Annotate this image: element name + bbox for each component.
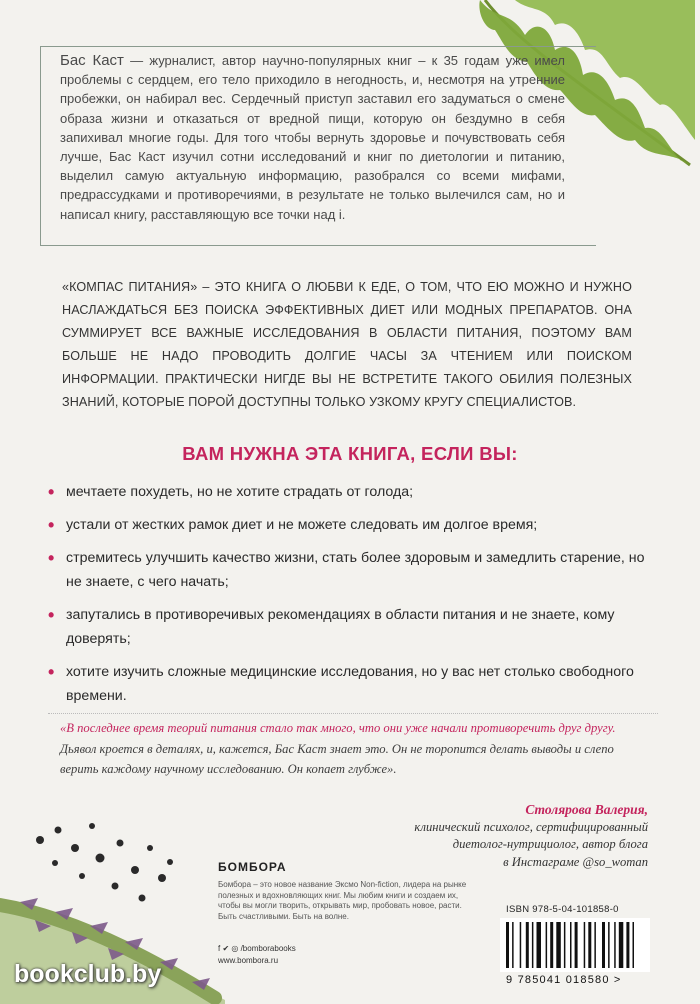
book-intro: «КОМПАС ПИТАНИЯ» – ЭТО КНИГА О ЛЮБВИ К ЕДЕ, О ТОМ, ЧТО ЕЮ МОЖНО И НУЖНО НАСЛАЖДАТЬСЯ БЕЗ ПОИСКА ЭФФЕКТИВНЫХ ДИЕТ ИЛИ МОДНЫХ ПРЕПАРАТОВ. ОНА СУММИРУЕТ ВСЕ ВАЖНЫЕ ИССЛЕДОВАНИЯ В ОБЛАСТИ ПИТАНИЯ, ПОЭТОМУ ВАМ БОЛЬШЕ НЕ НАДО ПРОВОДИТЬ ДОЛГИЕ ЧАСЫ ЗА ЧТЕНИЕМ ИЛИ ПОИСКОМ ИНФОРМАЦИИ. ПРАКТИЧЕСКИ НИГДЕ ВЫ НЕ ВСТРЕТИТЕ ТАКОГО ОБИЛИЯ ПОЛЕЗНЫХ ЗНАНИЙ, КОТОРЫЕ ПОРОЙ ДОСТУПНЫ ТОЛЬКО УЗКОМУ КРУГУ СПЕЦИАЛИСТОВ.	[62, 280, 632, 409]
list-item: • устали от жестких рамок диет и не можете следовать им долгое время;	[48, 515, 538, 535]
barcode-bar	[584, 922, 586, 968]
barcode-bar	[570, 922, 572, 968]
barcode-bar	[594, 922, 596, 968]
barcode-image	[500, 918, 650, 972]
barcode-bar	[602, 922, 605, 968]
bio-author-name: Бас Каст	[60, 52, 124, 69]
barcode-bar	[520, 922, 522, 968]
list-item: • хотите изучить сложные медицинские исследования, но у вас нет столько свободного времени.	[48, 662, 634, 704]
isbn-text: ISBN 978-5-04-101858-0	[506, 904, 619, 915]
publisher-social-links[interactable]: f ✔ ◎ /bomborabooks	[218, 944, 296, 953]
quote-rest: Дьявол кроется в деталях, и, кажется, Бас Каст знает это. Он не торопится делать выводы и слепо верить каждому научному исследованию. Он копает глубже».	[60, 741, 614, 776]
benefits-list	[48, 480, 648, 717]
barcode-bar	[619, 922, 624, 968]
publisher-logo: БОМБОРА	[218, 860, 287, 874]
barcode-bar	[633, 922, 635, 968]
review-quote	[60, 718, 650, 780]
bullet-icon: •	[48, 548, 55, 568]
bio-text: — журналист, автор научно-популярных книг – к 35 годам уже имел проблемы с сердцем, его тело приходило в негодность, и, несмотря на утренние пробежки, он набирал вес. Сердечный приступ заставил его задуматься о смене образа жизни и отказаться от вредной пищи, которую он бездумно в себя запихивал многие годы. Для того чтобы вернуть здоровье и почувствовать себя лучше, Бас Каст изучил сотни исследований и книг по диетологии и питанию, выделил самую актуальную информацию, разобрался со всеми мифами, предрассудками и противоречиями, в результате не только вылечился сам, но и написал книгу, расставляющую все точки над i.	[60, 53, 565, 222]
author-title-line: клинический психолог, сертифицированный	[414, 819, 648, 834]
bullet-icon: •	[48, 605, 55, 625]
barcode-bar	[512, 922, 514, 968]
quote-highlight: «В последнее время теорий питания стало так много, что они уже начали противоречить друг другу.	[60, 721, 616, 735]
publisher-website-link[interactable]: www.bombora.ru	[218, 956, 279, 965]
author-title-line: диетолог-нутрициолог, автор блога	[452, 837, 648, 851]
site-watermark: bookclub.by	[14, 960, 162, 988]
bullet-icon: •	[48, 482, 55, 502]
barcode-bar	[575, 922, 578, 968]
barcode-number: 9 785041 018580 >	[506, 974, 622, 986]
barcode-bar	[526, 922, 529, 968]
bullet-icon: •	[48, 662, 55, 682]
barcode-bar	[564, 922, 566, 968]
barcode-bar	[537, 922, 542, 968]
barcode-bar	[614, 922, 616, 968]
list-item: • запутались в противоречивых рекомендациях в области питания и не знаете, кому доверять;	[48, 605, 615, 647]
barcode-bar	[550, 922, 553, 968]
author-bio	[60, 51, 565, 224]
barcode-bar	[556, 922, 561, 968]
list-item: • стремитесь улучшить качество жизни, стать более здоровым и замедлить старение, но не знаете, с чего начать;	[48, 548, 645, 590]
list-item: • мечтаете похудеть, но не хотите страдать от голода;	[48, 482, 414, 502]
bullet-icon: •	[48, 515, 55, 535]
barcode-bar	[532, 922, 534, 968]
author-title-line: в Инстаграме @so_woman	[503, 854, 648, 869]
author-name: Столярова Валерия,	[525, 802, 648, 817]
barcode-bar	[626, 922, 629, 968]
quote-author	[414, 801, 648, 871]
barcode-bar	[506, 922, 509, 968]
barcode-bars	[500, 918, 650, 972]
list-heading: ВАМ НУЖНА ЭТА КНИГА, ЕСЛИ ВЫ:	[182, 443, 518, 464]
barcode-bar	[608, 922, 610, 968]
barcode-bar	[588, 922, 591, 968]
publisher-description: Бомбора – это новое название Эксмо Non-fiction, лидера на рынке полезных и вдохновляющих книг. Мы любим книги и создаем их, чтобы вы могли творить, открывать мир, пробовать новое, расти. Быть счастливыми. Быть на волне.	[218, 880, 467, 921]
quote-divider	[48, 713, 658, 714]
barcode-bar	[546, 922, 548, 968]
